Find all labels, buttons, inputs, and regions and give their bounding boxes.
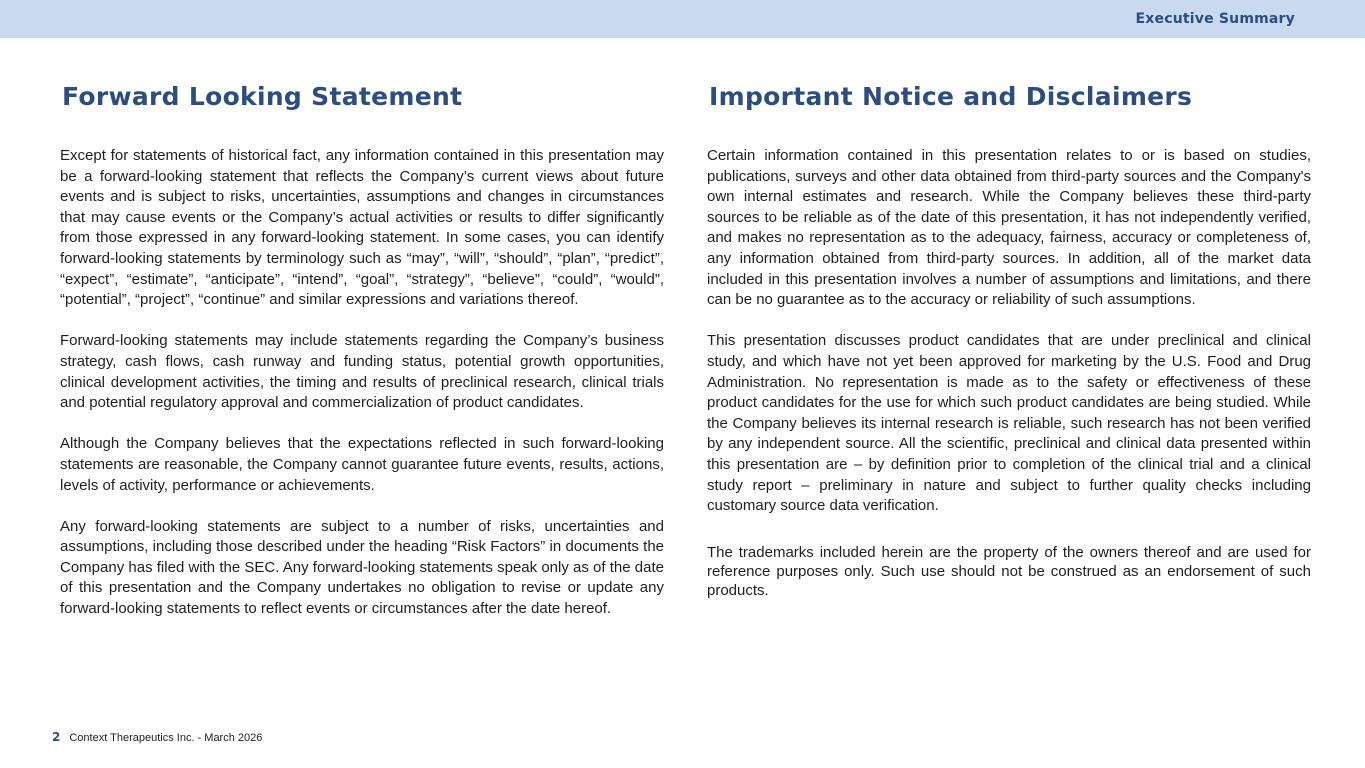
- footer: [52, 730, 262, 744]
- disclaimer-paragraph: Certain information contained in this presentation relates to or is based on studies, publications, surveys and other data obtained from third-party sources and the Company's own internal estimates and research. While the Company believes these third-party sources to be reliable as of the date of this presentation, it has not independently verified, and makes no representation as to the adequacy, fairness, accuracy or completeness of, any information obtained from third-party sources. In addition, all of the market data included in this presentation involves a number of assumptions and limitations, and there can be no guarantee as to the accuracy or reliability of such assumptions.: [707, 147, 1311, 309]
- forward-looking-title: Forward Looking Statement: [62, 82, 463, 111]
- forward-looking-paragraph: Except for statements of historical fact, any information contained in this presentation may be a forward-looking statement that reflects the Company’s current views about future events and is subject to risks, uncertainties, assumptions and changes in circumstances that may cause events or the Company’s actual activities or results to differ significantly from those expressed in any forward-looking statement. In some cases, you can identify forward-looking statements by terminology such as “may”, “will”, “should”, “plan”, “predict”, “expect”, “estimate”, “anticipate”, “intend”, “goal”, “strategy”, “believe”, “could”, “would”, “potential”, “project”, “continue” and similar expressions and variations thereof.: [60, 147, 664, 309]
- section-label: Executive Summary: [1135, 11, 1295, 27]
- footer-text: Context Therapeutics Inc. - March 2026: [69, 732, 263, 744]
- disclaimers-column: [707, 78, 1311, 600]
- header-band: [0, 0, 1365, 38]
- forward-looking-column: [60, 78, 664, 620]
- disclaimer-paragraph: This presentation discusses product candidates that are under preclinical and clinical study, and which have not yet been approved for marketing by the U.S. Food and Drug Administration. No representation is made as to the safety or effectiveness of these product candidates for the use for which such product candidates are being studied. While the Company believes its internal research is reliable, such research has not been verified by any independent source. All the scientific, preclinical and clinical data presented within this presentation are – by definition prior to completion of the clinical trial and a clinical study report – preliminary in nature and subject to further quality checks including customary source data verification.: [707, 332, 1311, 515]
- forward-looking-paragraph: Although the Company believes that the expectations reflected in such forward-looking statements are reasonable, the Company cannot guarantee future events, results, actions, levels of activity, performance or achievements.: [60, 435, 664, 494]
- disclaimer-paragraph: The trademarks included herein are the property of the owners thereof and are used for reference purposes only. Such use should not be construed as an endorsement of such products.: [707, 543, 1311, 599]
- forward-looking-paragraph: Any forward-looking statements are subject to a number of risks, uncertainties and assumptions, including those described under the heading “Risk Factors” in documents the Company has filed with the SEC. Any forward-looking statements speak only as of the date of this presentation and the Company undertakes no obligation to revise or update any forward-looking statements to reflect events or circumstances after the date hereof.: [60, 517, 664, 618]
- disclaimers-title: Important Notice and Disclaimers: [709, 82, 1193, 111]
- page-number: 2: [52, 730, 61, 744]
- forward-looking-paragraph: Forward-looking statements may include statements regarding the Company’s business strategy, cash flows, cash runway and funding status, potential growth opportunities, clinical development activities, the timing and results of preclinical research, clinical trials and potential regulatory approval and commercialization of product candidates.: [60, 332, 664, 412]
